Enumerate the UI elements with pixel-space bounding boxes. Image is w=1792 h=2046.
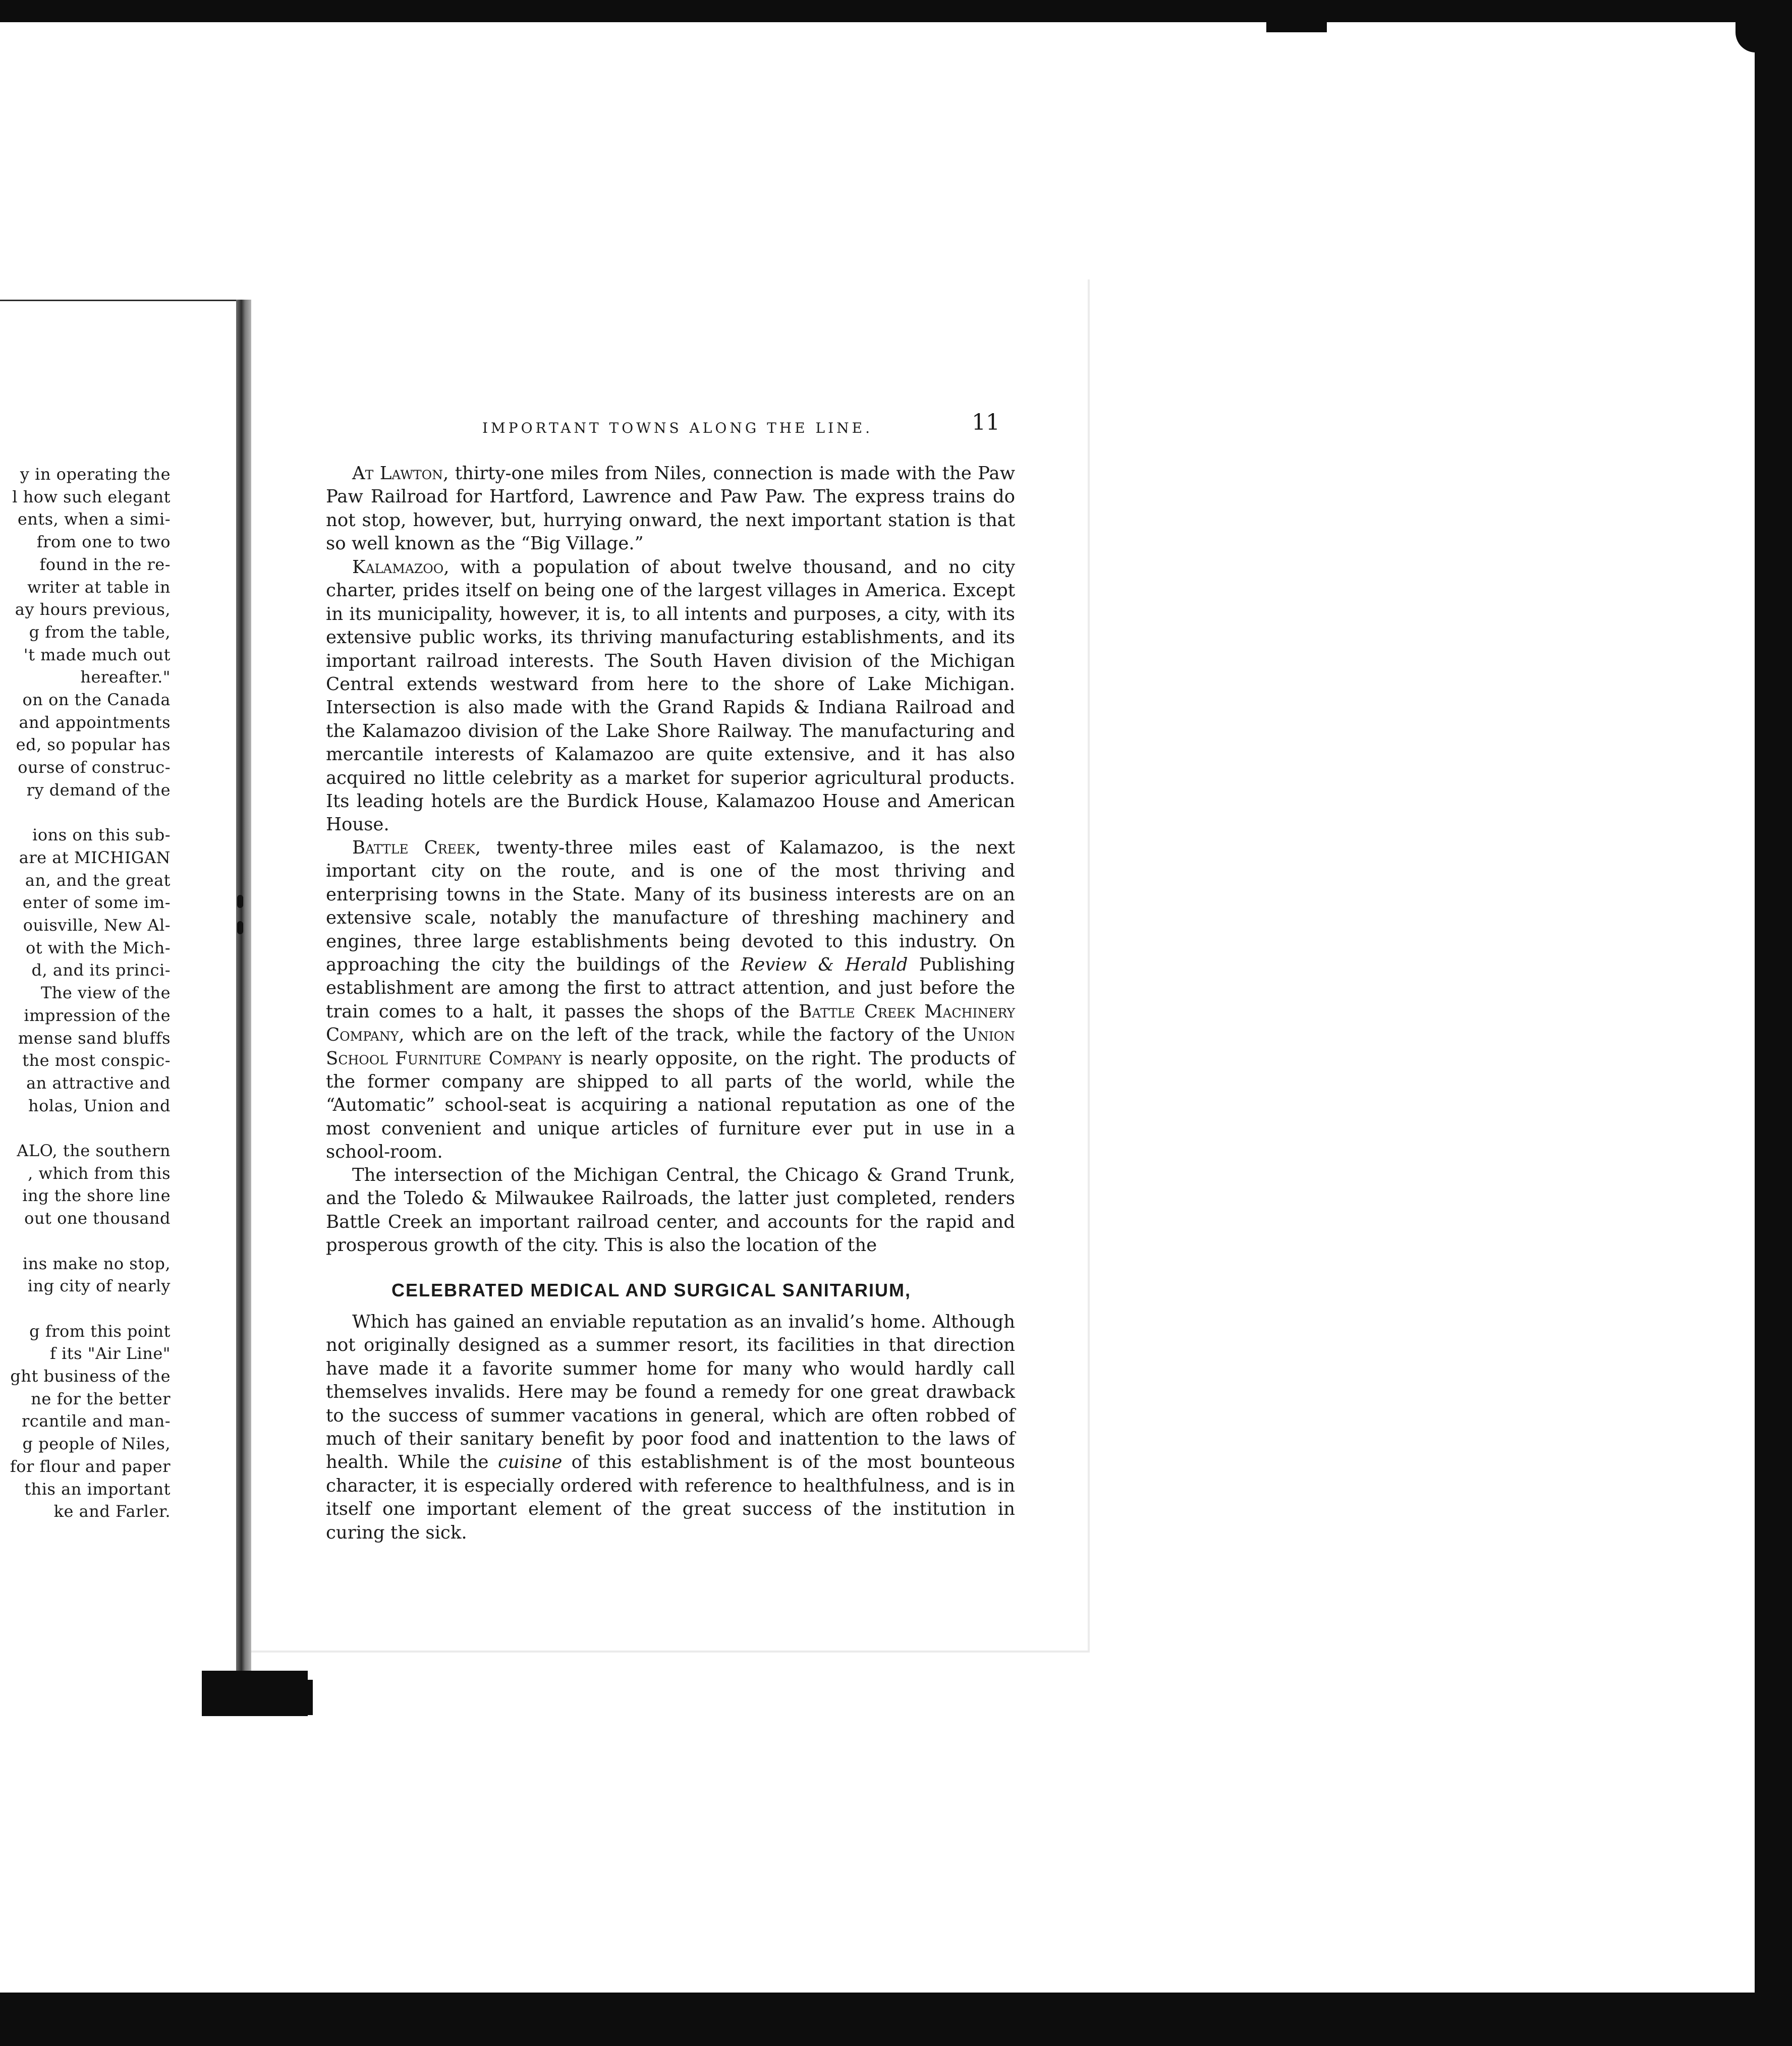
paragraph-intersection: The intersection of the Michigan Central, the Chicago & Grand Trunk, and the Toledo & Milwaukee Railroads, the latter just completed, renders Battle Creek an important railroad center, and accounts for the rapid and prosperous growth of the city. This is also the location of the <box>326 1165 1015 1256</box>
page-clip-edge <box>302 1680 313 1715</box>
left-page-line: g from this point <box>29 1321 171 1341</box>
left-page-line: ourse of construc- <box>18 758 171 777</box>
paragraph-lawton: At Lawton, thirty-one miles from Niles, connection is made with the Paw Paw Railroad for Hartford, Lawrence and Paw Paw. The express trains do not stop, however, but, hurrying onward, the next important station is that so well known as the “Big Village.” <box>326 463 1015 554</box>
left-page-line: ouisville, New Al- <box>23 916 171 935</box>
left-page-line: ke and Farler. <box>53 1502 171 1521</box>
film-frame-bottom <box>0 1993 1792 2046</box>
left-page-line: ing city of nearly <box>27 1276 171 1296</box>
running-head: IMPORTANT TOWNS ALONG THE LINE. <box>482 420 873 436</box>
film-frame-top <box>0 0 1792 22</box>
left-page-line: rcantile and man- <box>21 1411 171 1431</box>
spine-mark <box>237 895 243 908</box>
company-name: Union School Furniture Company <box>326 1025 1015 1069</box>
left-page-line: writer at table in <box>27 577 171 597</box>
place-name: Kalamazoo, <box>352 557 450 578</box>
left-page-line: found in the re- <box>39 554 171 574</box>
left-page-line: and appointments <box>19 712 171 732</box>
page-number: 11 <box>972 410 1000 435</box>
publication-name: Review & Herald <box>741 954 908 976</box>
left-page-line: are at MICHIGAN <box>19 847 171 867</box>
left-page-line: l how such elegant <box>12 487 171 506</box>
left-page-line: g from the table, <box>29 622 171 642</box>
left-page-line: ions on this sub- <box>32 825 171 845</box>
section-title: CELEBRATED MEDICAL AND SURGICAL SANITARIUM, <box>391 1280 911 1300</box>
left-page-line: ay hours previous, <box>15 600 171 619</box>
left-page-line: enter of some im- <box>22 893 171 913</box>
left-page-line: y in operating the <box>20 465 171 484</box>
left-page-line: on on the Canada <box>22 690 171 709</box>
left-page-line: holas, Union and <box>28 1096 171 1115</box>
left-page-line: for flour and paper <box>10 1456 171 1476</box>
page-clip <box>202 1671 308 1716</box>
film-frame-notch <box>1266 22 1327 32</box>
place-name: Battle Creek, <box>352 837 481 858</box>
company-name: Battle Creek Machinery Company, <box>326 1001 1016 1046</box>
place-name: At Lawton, <box>352 463 449 484</box>
left-page-line: ot with the Mich- <box>26 938 171 957</box>
left-page-line: The view of the <box>40 983 171 1003</box>
left-page-line: g people of Niles, <box>22 1434 171 1454</box>
left-page-line: ins make no stop, <box>22 1254 171 1273</box>
left-page-line: ry demand of the <box>26 780 171 800</box>
paragraph-kalamazoo: Kalamazoo, with a population of about twelve thousand, and no city charter, prides itself on being one of the largest villages in America. Except in its municipality, however, it is, to all intents and purposes, a city, with its extensive public works, its thriving manufacturing establishments, and its important railroad interests. The South Haven division of the Michigan Central extends westward from here to the shore of Lake Michigan. Intersection is also made with the Grand Rapids & Indiana Railroad and the Kalamazoo division of the Lake Shore Railway. The manufacturing and mercantile interests of Kalamazoo are quite extensive, and it has also acquired no little celebrity as a market for superior agricultural products. Its leading hotels are the Burdick House, Kalamazoo House and American House. <box>326 557 1015 835</box>
left-page-line: this an important <box>24 1479 171 1499</box>
film-frame-right <box>1755 0 1792 2046</box>
film-frame-corner <box>1735 22 1756 52</box>
left-page-line: hereafter." <box>80 667 171 687</box>
left-page-line: ne for the better <box>31 1389 171 1408</box>
left-page-line: mense sand bluffs <box>18 1028 171 1048</box>
left-page-line: impression of the <box>24 1005 171 1025</box>
right-page <box>251 279 1090 1653</box>
paragraph-battle-creek: Battle Creek, twenty-three miles east of Kalamazoo, is the next important city on the route, and is one of the most thriving and enterprising towns in the State. Many of its business interests are on an extensive scale, notably the manufacture of threshing machinery and engines, three large establishments being devoted to this industry. On approaching the city the buildings of the Review & Herald Publishing establishment are among the first to attract attention, and just before the train comes to a halt, it passes the shops of the Battle Creek Machinery Company, which are on the left of the track, while the factory of the Union School Furniture Company is nearly opposite, on the right. The products of the former company are shipped to all parts of the world, while the “Automatic” school-seat is acquiring a national reputation as one of the most convenient and unique articles of furniture ever put in use in a school-room. <box>326 837 1016 1163</box>
left-page-line: out one thousand <box>24 1209 171 1228</box>
left-page-line: f its "Air Line" <box>50 1344 171 1363</box>
left-page-line: ALO, the southern <box>17 1141 171 1160</box>
left-page-line: an attractive and <box>26 1073 171 1093</box>
left-page-line: the most conspic- <box>22 1051 171 1070</box>
left-page-line: , which from this <box>28 1163 171 1183</box>
left-page-line: d, and its princi- <box>31 960 171 980</box>
left-page-line: an, and the great <box>25 870 171 890</box>
emphasis-cuisine: cuisine <box>497 1452 563 1473</box>
left-page-line: ght business of the <box>10 1367 171 1386</box>
left-page-line: ents, when a simi- <box>17 509 171 529</box>
spine-mark <box>237 921 243 934</box>
book-spine <box>236 300 251 1672</box>
left-page-line: 't made much out <box>23 645 171 664</box>
left-page-line: from one to two <box>36 532 171 552</box>
paragraph-sanitarium: Which has gained an enviable reputation as an invalid’s home. Although not originally designed as a summer resort, its facilities in that direction have made it a favorite summer home for many who would hardly call themselves invalids. Here may be found a remedy for one great drawback to the success of summer vacations in general, which are often robbed of much of their sanitary benefit by poor food and inattention to the laws of health. While the cuisine of this establishment is of the most bounteous character, it is especially ordered with reference to healthfulness, and is in itself one important element of the great success of the institution in curing the sick. <box>326 1312 1015 1543</box>
left-page-line: ed, so popular has <box>16 735 171 755</box>
left-page <box>0 300 237 1673</box>
left-page-line: ing the shore line <box>22 1186 171 1206</box>
